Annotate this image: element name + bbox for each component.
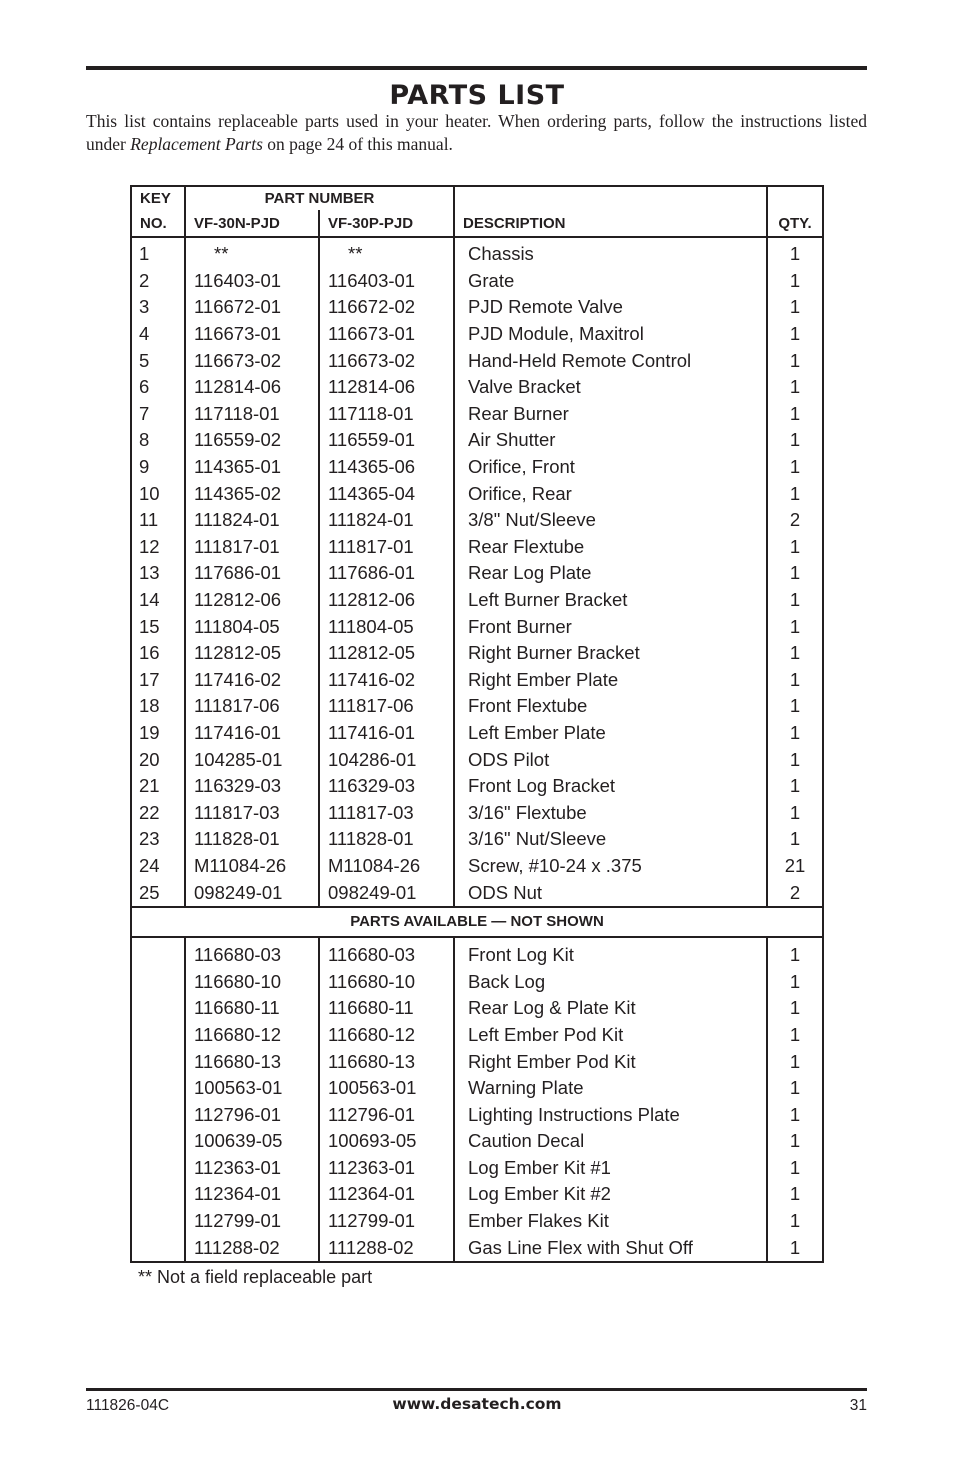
part-number-n: 112796-01 <box>185 1101 319 1128</box>
key-number: 7 <box>131 401 185 428</box>
key-number: 2 <box>131 268 185 295</box>
description: ODS Nut <box>454 879 767 907</box>
quantity: 1 <box>767 1048 823 1075</box>
key-number: 24 <box>131 853 185 880</box>
description: 3/16" Nut/Sleeve <box>454 826 767 853</box>
part-number-p: 116329-03 <box>319 773 454 800</box>
description: Air Shutter <box>454 427 767 454</box>
key-number: 1 <box>131 237 185 268</box>
part-number-p: 116680-10 <box>319 968 454 995</box>
part-number-p: 111824-01 <box>319 507 454 534</box>
key-number: 17 <box>131 667 185 694</box>
description: Rear Log & Plate Kit <box>454 995 767 1022</box>
part-number-n: 116329-03 <box>185 773 319 800</box>
quantity: 1 <box>767 401 823 428</box>
table-row <box>131 560 823 587</box>
part-number-p: 112812-06 <box>319 587 454 614</box>
part-number-p: 116680-11 <box>319 995 454 1022</box>
part-number-p: 111817-06 <box>319 693 454 720</box>
quantity: 1 <box>767 560 823 587</box>
table-row <box>131 1155 823 1182</box>
description: Chassis <box>454 237 767 268</box>
table-row <box>131 995 823 1022</box>
part-number-n: 100639-05 <box>185 1128 319 1155</box>
intro-italic-ref: Replacement Parts <box>130 134 263 154</box>
table-row <box>131 1234 823 1262</box>
website-link[interactable]: www.desatech.com <box>392 1395 562 1413</box>
key-number <box>131 995 185 1022</box>
description: Right Ember Plate <box>454 667 767 694</box>
table-row <box>131 720 823 747</box>
part-number-p: 100563-01 <box>319 1075 454 1102</box>
not-shown-section <box>131 907 823 937</box>
part-number-p: 116680-13 <box>319 1048 454 1075</box>
key-number <box>131 1234 185 1262</box>
header-part-number: PART NUMBER <box>185 186 454 210</box>
description: Left Ember Pod Kit <box>454 1022 767 1049</box>
table-row <box>131 1128 823 1155</box>
quantity: 1 <box>767 799 823 826</box>
part-number-n: ** <box>185 237 319 268</box>
quantity: 1 <box>767 587 823 614</box>
description: Right Ember Pod Kit <box>454 1048 767 1075</box>
part-number-p: 117686-01 <box>319 560 454 587</box>
quantity: 21 <box>767 853 823 880</box>
table-row <box>131 294 823 321</box>
key-number <box>131 1048 185 1075</box>
header-model-p: VF-30P-PJD <box>319 210 454 237</box>
intro-text: This list contains replaceable parts used in your heater. When ordering parts, follow the instructions listed under <box>86 111 867 154</box>
header-no: NO. <box>131 210 185 237</box>
table-row <box>131 268 823 295</box>
part-number-n: 111817-03 <box>185 799 319 826</box>
part-number-n: 117416-01 <box>185 720 319 747</box>
table-row <box>131 640 823 667</box>
table-row <box>131 773 823 800</box>
key-number <box>131 937 185 969</box>
key-number <box>131 1155 185 1182</box>
quantity: 1 <box>767 693 823 720</box>
part-number-n: 116680-10 <box>185 968 319 995</box>
table-row <box>131 826 823 853</box>
quantity: 1 <box>767 1128 823 1155</box>
description: Orifice, Rear <box>454 480 767 507</box>
table-row <box>131 321 823 348</box>
description: 3/8" Nut/Sleeve <box>454 507 767 534</box>
part-number-n: 111824-01 <box>185 507 319 534</box>
parts-rows <box>131 237 823 907</box>
not-shown-rows <box>131 937 823 1262</box>
quantity: 1 <box>767 720 823 747</box>
part-number-p: M11084-26 <box>319 853 454 880</box>
part-number-p: 116403-01 <box>319 268 454 295</box>
part-number-n: 111817-01 <box>185 534 319 561</box>
description: ODS Pilot <box>454 746 767 773</box>
part-number-p: 111804-05 <box>319 613 454 640</box>
quantity: 1 <box>767 826 823 853</box>
part-number-n: 114365-02 <box>185 480 319 507</box>
part-number-n: 112363-01 <box>185 1155 319 1182</box>
key-number: 25 <box>131 879 185 907</box>
part-number-n: 104285-01 <box>185 746 319 773</box>
footnote: ** Not a field replaceable part <box>138 1267 373 1287</box>
table-row <box>131 374 823 401</box>
part-number-p: 116680-12 <box>319 1022 454 1049</box>
part-number-p: 104286-01 <box>319 746 454 773</box>
part-number-p: 111817-03 <box>319 799 454 826</box>
table-row <box>131 347 823 374</box>
description: Warning Plate <box>454 1075 767 1102</box>
quantity: 1 <box>767 995 823 1022</box>
header-description: DESCRIPTION <box>454 210 767 237</box>
quantity: 1 <box>767 347 823 374</box>
description: Rear Log Plate <box>454 560 767 587</box>
table-row <box>131 937 823 969</box>
quantity: 1 <box>767 640 823 667</box>
quantity: 2 <box>767 507 823 534</box>
header-qty: QTY. <box>767 210 823 237</box>
quantity: 1 <box>767 1234 823 1262</box>
quantity: 1 <box>767 773 823 800</box>
table-row <box>131 613 823 640</box>
page-title: PARTS LIST <box>389 80 565 111</box>
part-number-n: 116680-13 <box>185 1048 319 1075</box>
table-row <box>131 454 823 481</box>
part-number-p: 117118-01 <box>319 401 454 428</box>
description: Left Ember Plate <box>454 720 767 747</box>
part-number-p: 117416-01 <box>319 720 454 747</box>
part-number-p: 114365-04 <box>319 480 454 507</box>
key-number: 18 <box>131 693 185 720</box>
key-number: 5 <box>131 347 185 374</box>
part-number-n: 117416-02 <box>185 667 319 694</box>
description: Rear Flextube <box>454 534 767 561</box>
part-number-p: 116673-01 <box>319 321 454 348</box>
key-number: 11 <box>131 507 185 534</box>
part-number-n: 112812-06 <box>185 587 319 614</box>
key-number: 8 <box>131 427 185 454</box>
doc-number: 111826-04C <box>86 1397 170 1414</box>
part-number-p: 111828-01 <box>319 826 454 853</box>
part-number-n: 111288-02 <box>185 1234 319 1262</box>
part-number-n: 117686-01 <box>185 560 319 587</box>
quantity: 2 <box>767 879 823 907</box>
part-number-n: 112364-01 <box>185 1181 319 1208</box>
key-number: 13 <box>131 560 185 587</box>
table-row <box>131 237 823 268</box>
part-number-n: M11084-26 <box>185 853 319 880</box>
quantity: 1 <box>767 937 823 969</box>
key-number: 21 <box>131 773 185 800</box>
key-number <box>131 1128 185 1155</box>
part-number-p: 112796-01 <box>319 1101 454 1128</box>
key-number: 19 <box>131 720 185 747</box>
key-number <box>131 1022 185 1049</box>
table-row <box>131 507 823 534</box>
table-row <box>131 746 823 773</box>
part-number-p: 112812-05 <box>319 640 454 667</box>
quantity: 1 <box>767 1208 823 1235</box>
quantity: 1 <box>767 613 823 640</box>
table-row <box>131 1075 823 1102</box>
quantity: 1 <box>767 321 823 348</box>
description: PJD Remote Valve <box>454 294 767 321</box>
description: Caution Decal <box>454 1128 767 1155</box>
table-row <box>131 853 823 880</box>
part-number-n: 098249-01 <box>185 879 319 907</box>
key-number: 16 <box>131 640 185 667</box>
table-row <box>131 667 823 694</box>
key-number <box>131 1075 185 1102</box>
part-number-n: 112814-06 <box>185 374 319 401</box>
description: Front Burner <box>454 613 767 640</box>
key-number <box>131 968 185 995</box>
part-number-p: ** <box>319 237 454 268</box>
description: Screw, #10-24 x .375 <box>454 853 767 880</box>
header-model-n: VF-30N-PJD <box>185 210 319 237</box>
part-number-p: 112799-01 <box>319 1208 454 1235</box>
part-number-n: 116403-01 <box>185 268 319 295</box>
description: Front Flextube <box>454 693 767 720</box>
part-number-p: 114365-06 <box>319 454 454 481</box>
quantity: 1 <box>767 1075 823 1102</box>
table-row <box>131 427 823 454</box>
table-row <box>131 879 823 907</box>
table-row <box>131 1101 823 1128</box>
part-number-p: 100693-05 <box>319 1128 454 1155</box>
header-key: KEY <box>131 186 185 210</box>
quantity: 1 <box>767 454 823 481</box>
description: Right Burner Bracket <box>454 640 767 667</box>
quantity: 1 <box>767 1181 823 1208</box>
part-number-p: 111288-02 <box>319 1234 454 1262</box>
key-number: 22 <box>131 799 185 826</box>
quantity: 1 <box>767 968 823 995</box>
key-number <box>131 1101 185 1128</box>
description: 3/16" Flextube <box>454 799 767 826</box>
part-number-p: 112814-06 <box>319 374 454 401</box>
key-number: 20 <box>131 746 185 773</box>
table-row <box>131 1048 823 1075</box>
bottom-rule <box>86 1388 867 1391</box>
description: Left Burner Bracket <box>454 587 767 614</box>
part-number-n: 114365-01 <box>185 454 319 481</box>
key-number: 4 <box>131 321 185 348</box>
table-row <box>131 1208 823 1235</box>
description: PJD Module, Maxitrol <box>454 321 767 348</box>
description: Gas Line Flex with Shut Off <box>454 1234 767 1262</box>
key-number: 12 <box>131 534 185 561</box>
description: Back Log <box>454 968 767 995</box>
table-row <box>131 534 823 561</box>
key-number: 9 <box>131 454 185 481</box>
page-number: 31 <box>849 1397 867 1414</box>
description: Lighting Instructions Plate <box>454 1101 767 1128</box>
description: Front Log Bracket <box>454 773 767 800</box>
description: Hand-Held Remote Control <box>454 347 767 374</box>
table-row <box>131 587 823 614</box>
part-number-n: 116680-12 <box>185 1022 319 1049</box>
part-number-n: 116673-02 <box>185 347 319 374</box>
intro-paragraph <box>86 110 867 156</box>
key-number: 6 <box>131 374 185 401</box>
part-number-p: 116672-02 <box>319 294 454 321</box>
part-number-n: 116559-02 <box>185 427 319 454</box>
part-number-p: 098249-01 <box>319 879 454 907</box>
part-number-n: 100563-01 <box>185 1075 319 1102</box>
header-description-top <box>454 186 767 210</box>
table-row <box>131 1181 823 1208</box>
quantity: 1 <box>767 534 823 561</box>
key-number: 3 <box>131 294 185 321</box>
part-number-n: 112812-05 <box>185 640 319 667</box>
part-number-p: 116680-03 <box>319 937 454 969</box>
part-number-n: 111828-01 <box>185 826 319 853</box>
key-number: 10 <box>131 480 185 507</box>
part-number-p: 116559-01 <box>319 427 454 454</box>
description: Valve Bracket <box>454 374 767 401</box>
description: Log Ember Kit #2 <box>454 1181 767 1208</box>
header-qty-top <box>767 186 823 210</box>
key-number: 15 <box>131 613 185 640</box>
intro-text-end: on page 24 of this manual. <box>262 134 453 154</box>
quantity: 1 <box>767 294 823 321</box>
table-row <box>131 693 823 720</box>
description: Ember Flakes Kit <box>454 1208 767 1235</box>
part-number-n: 112799-01 <box>185 1208 319 1235</box>
quantity: 1 <box>767 480 823 507</box>
quantity: 1 <box>767 1155 823 1182</box>
part-number-n: 116673-01 <box>185 321 319 348</box>
part-number-n: 116680-03 <box>185 937 319 969</box>
part-number-p: 112363-01 <box>319 1155 454 1182</box>
key-number <box>131 1208 185 1235</box>
quantity: 1 <box>767 667 823 694</box>
key-number: 14 <box>131 587 185 614</box>
quantity: 1 <box>767 374 823 401</box>
part-number-n: 111817-06 <box>185 693 319 720</box>
quantity: 1 <box>767 1101 823 1128</box>
parts-table-header <box>131 186 823 237</box>
part-number-p: 112364-01 <box>319 1181 454 1208</box>
table-row <box>131 1022 823 1049</box>
quantity: 1 <box>767 268 823 295</box>
quantity: 1 <box>767 746 823 773</box>
parts-table <box>130 185 824 1263</box>
quantity: 1 <box>767 427 823 454</box>
part-number-n: 117118-01 <box>185 401 319 428</box>
quantity: 1 <box>767 1022 823 1049</box>
description: Orifice, Front <box>454 454 767 481</box>
description: Front Log Kit <box>454 937 767 969</box>
part-number-n: 111804-05 <box>185 613 319 640</box>
key-number <box>131 1181 185 1208</box>
key-number: 23 <box>131 826 185 853</box>
quantity: 1 <box>767 237 823 268</box>
table-row <box>131 401 823 428</box>
top-rule <box>86 66 867 70</box>
part-number-p: 116673-02 <box>319 347 454 374</box>
description: Rear Burner <box>454 401 767 428</box>
not-shown-label: PARTS AVAILABLE — NOT SHOWN <box>131 907 823 937</box>
part-number-n: 116680-11 <box>185 995 319 1022</box>
part-number-p: 111817-01 <box>319 534 454 561</box>
description: Log Ember Kit #1 <box>454 1155 767 1182</box>
table-row <box>131 480 823 507</box>
description: Grate <box>454 268 767 295</box>
part-number-n: 116672-01 <box>185 294 319 321</box>
part-number-p: 117416-02 <box>319 667 454 694</box>
table-row <box>131 799 823 826</box>
table-row <box>131 968 823 995</box>
